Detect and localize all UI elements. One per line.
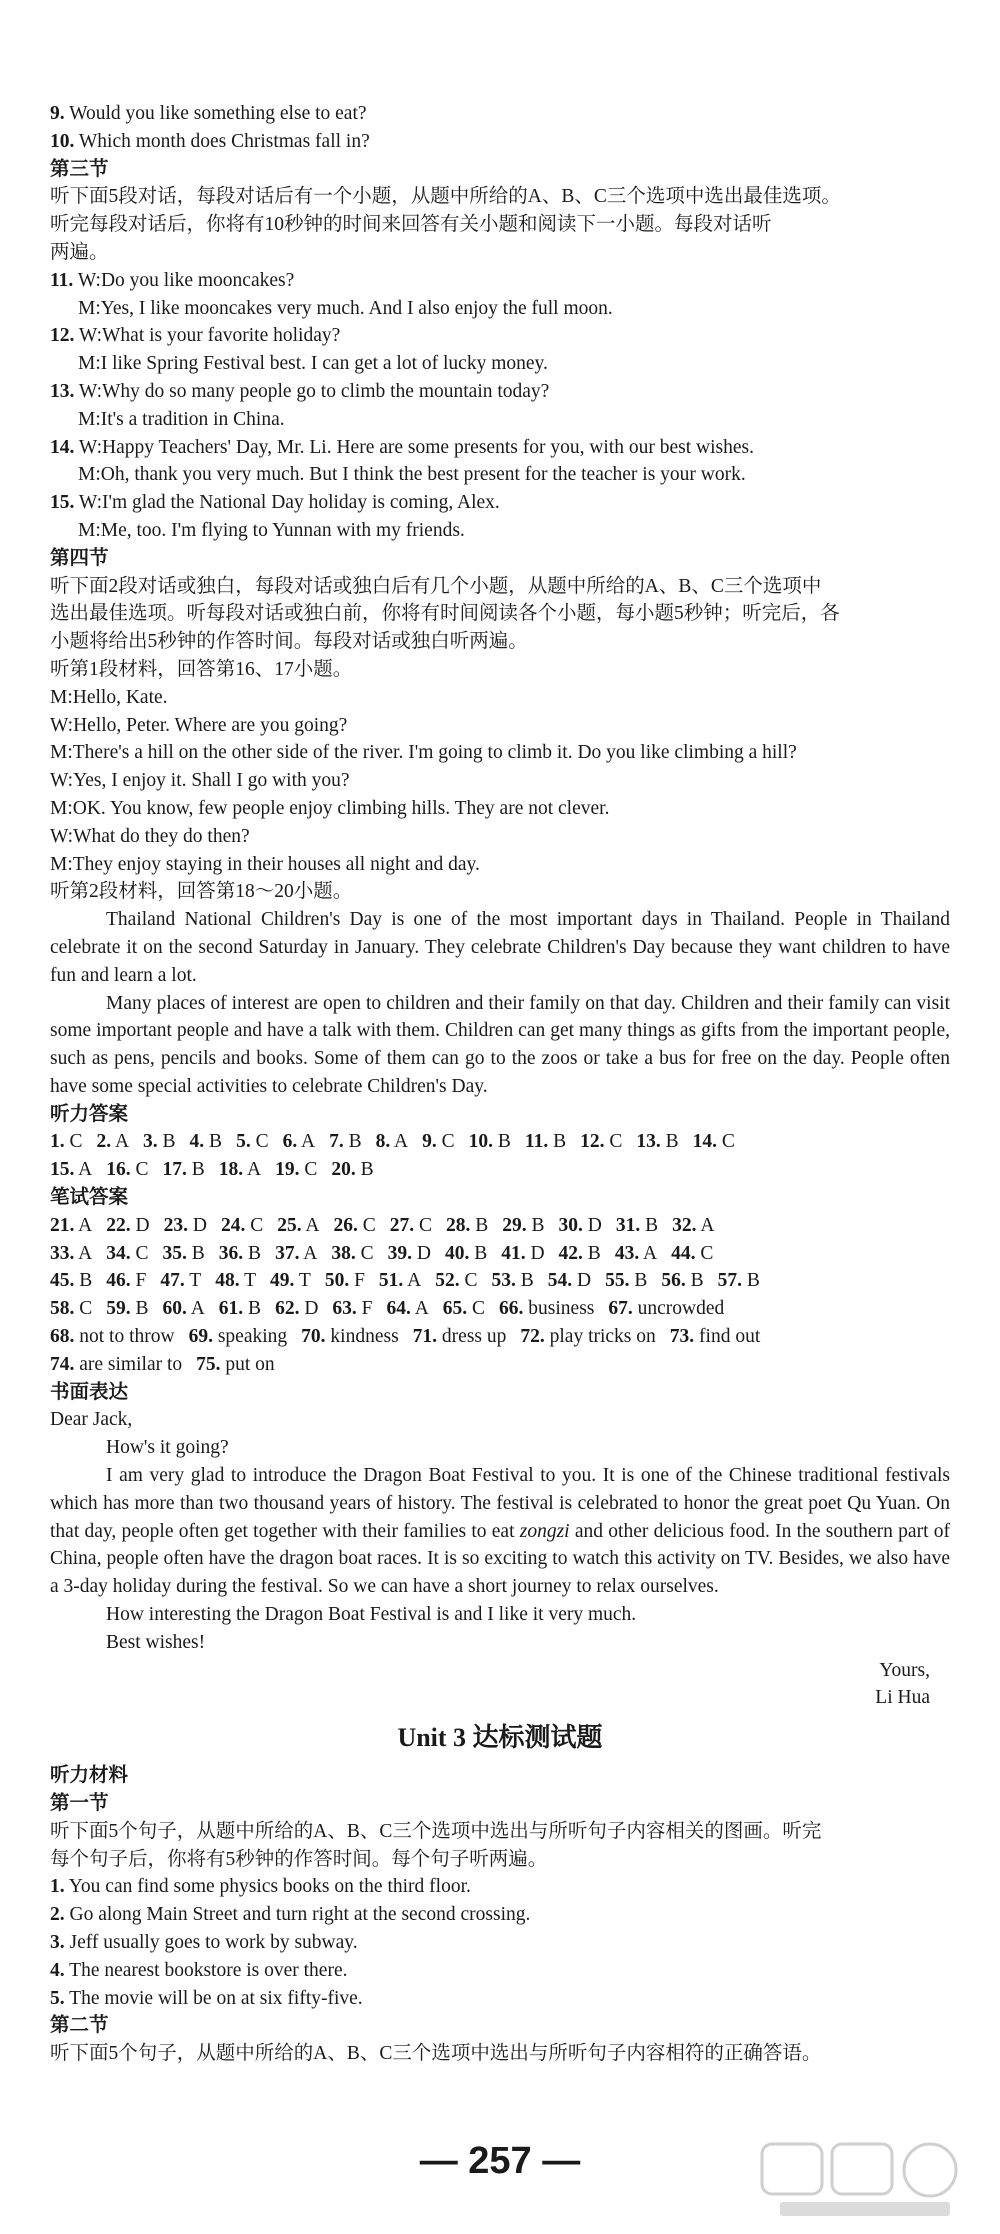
answer-number: 69. — [188, 1326, 213, 1348]
answer-value: A — [299, 1242, 318, 1264]
answer-row — [50, 1351, 950, 1379]
answer-value: B — [243, 1242, 262, 1264]
answer-item — [275, 1159, 317, 1180]
answer-value: C — [299, 1159, 318, 1181]
question-line: 5. The movie will be on at six fifty-five. — [50, 1987, 363, 2009]
passage-paragraph: Many places of interest are open to children and their family on that day. Children and their family can visit some important people and have a talk with them. Children can get many things as gifts from the important people, such as pens, pencils and books. Some of them can go to the zoos or take a bus for free on the day. People often have some special activities to celebrate Children's Day. — [50, 992, 950, 1097]
answer-value: C — [74, 1298, 93, 1320]
answer-number: 40. — [444, 1242, 470, 1264]
answer-number: 16. — [106, 1159, 131, 1181]
answer-item — [189, 1326, 288, 1347]
answer-number: 13. — [636, 1131, 661, 1153]
answer-number: 32. — [672, 1214, 697, 1236]
answer-value: T — [239, 1270, 256, 1292]
answer-value: A — [243, 1159, 262, 1181]
answer-value: T — [184, 1270, 202, 1292]
answer-value: F — [356, 1298, 373, 1320]
answer-number: 23. — [163, 1214, 188, 1236]
question-line: 2. Go along Main Street and turn right at the second crossing. — [50, 1904, 531, 1926]
answer-value: C — [695, 1242, 714, 1264]
answer-number: 62. — [275, 1298, 300, 1320]
answer-value: C — [357, 1214, 376, 1236]
answer-item — [469, 1131, 511, 1152]
answer-item — [50, 1298, 92, 1319]
answer-value: B — [243, 1298, 262, 1320]
answer-item — [270, 1270, 311, 1291]
instruction: 两遍。 — [50, 241, 109, 263]
answer-value: D — [582, 1214, 602, 1236]
answer-number: 11. — [524, 1131, 549, 1153]
answer-item — [277, 1215, 319, 1236]
answer-item — [219, 1159, 261, 1180]
answer-number: 42. — [558, 1242, 583, 1264]
answer-item — [236, 1131, 269, 1152]
answer-item — [445, 1243, 487, 1264]
answer-value: A — [403, 1270, 422, 1292]
answer-number: 36. — [218, 1242, 244, 1264]
unit-title: Unit 3 达标测试题 — [397, 1723, 603, 1753]
answer-item — [616, 1215, 658, 1236]
answer-number: 20. — [331, 1159, 356, 1181]
answer-value: A — [111, 1131, 130, 1153]
answer-number: 63. — [332, 1298, 357, 1320]
answer-number: 8. — [375, 1131, 391, 1153]
answer-item — [219, 1298, 261, 1319]
answer-number: 7. — [329, 1131, 344, 1153]
answer-item — [443, 1298, 485, 1319]
answer-item — [605, 1270, 647, 1291]
answer-value: speaking — [212, 1326, 288, 1348]
answer-value: D — [525, 1242, 545, 1264]
answer-number: 54. — [547, 1270, 573, 1292]
answer-value: A — [301, 1214, 320, 1236]
answer-value: are similar to — [74, 1353, 183, 1375]
answer-number: 2. — [96, 1131, 112, 1153]
answer-number: 75. — [196, 1353, 221, 1375]
answer-number: 43. — [614, 1242, 640, 1264]
instruction: 小题将给出5秒钟的作答时间。每段对话或独白听两遍。 — [50, 631, 528, 653]
answer-value: B — [629, 1270, 648, 1292]
answer-value: F — [130, 1270, 147, 1292]
answer-number: 46. — [106, 1270, 131, 1292]
answer-number: 68. — [50, 1326, 75, 1348]
answer-item — [387, 1298, 429, 1319]
answer-number: 34. — [106, 1242, 131, 1264]
instruction: 每个句子后，你将有5秒钟的作答时间。每个句子听两遍。 — [50, 1848, 548, 1870]
answer-value: C — [64, 1131, 83, 1153]
answer-number: 51. — [378, 1270, 404, 1292]
answer-value: business — [523, 1298, 595, 1320]
answer-value: B — [186, 1242, 205, 1264]
answer-number: 71. — [412, 1326, 438, 1348]
answer-number: 66. — [499, 1298, 524, 1320]
question-line: 1. You can find some physics books on the third floor. — [50, 1876, 471, 1898]
answer-item — [333, 1215, 375, 1236]
letter-greeting: Dear Jack, — [50, 1409, 133, 1431]
question-line: 9. Would you like something else to eat? — [50, 103, 367, 124]
answer-number: 30. — [558, 1214, 583, 1236]
letter-wishes: Best wishes! — [106, 1631, 206, 1653]
answer-item — [106, 1298, 148, 1319]
answer-item — [435, 1270, 477, 1291]
answer-value: uncrowded — [632, 1298, 725, 1320]
instruction: 听下面2段对话或独白，每段对话或独白后有几个小题，从题中所给的A、B、C三个选项中 — [50, 575, 822, 597]
dialog-line: W:Yes, I enjoy it. Shall I go with you? — [50, 770, 350, 792]
answer-value: C — [130, 1242, 149, 1264]
answer-item — [390, 1215, 432, 1236]
question-line: 10. Which month does Christmas fall in? — [50, 130, 370, 152]
answer-number: 14. — [692, 1131, 718, 1153]
dialog-14: 14. W:Happy Teachers' Day, Mr. Li. Here are some presents for you, with our best wishes. M:Oh, thank you very much. But I think the best present for the teacher is your work. — [50, 436, 754, 486]
answer-value: B — [515, 1270, 534, 1292]
answer-number: 53. — [491, 1270, 516, 1292]
answer-item — [548, 1270, 591, 1291]
answer-number: 35. — [162, 1242, 187, 1264]
answer-number: 70. — [301, 1326, 326, 1348]
answer-item — [163, 1243, 205, 1264]
answer-value: A — [696, 1214, 715, 1236]
answer-number: 37. — [275, 1242, 300, 1264]
answer-number: 19. — [275, 1159, 300, 1181]
answer-item — [499, 1298, 594, 1319]
answer-value: A — [410, 1298, 429, 1320]
answer-item — [97, 1131, 130, 1152]
answer-item — [559, 1243, 601, 1264]
dialog-line: M:There's a hill on the other side of the river. I'm going to climb it. Do you like climbing a hill? — [50, 742, 797, 764]
dialog-11: 11. W:Do you like mooncakes? M:Yes, I like mooncakes very much. And I also enjoy the full moon. — [50, 269, 613, 319]
answer-number: 18. — [218, 1159, 244, 1181]
answer-number: 72. — [520, 1326, 545, 1348]
answer-number: 26. — [333, 1214, 358, 1236]
writing-heading: 书面表达 — [50, 1381, 129, 1403]
answer-number: 48. — [215, 1270, 240, 1292]
answer-value: C — [414, 1214, 433, 1236]
answer-value: B — [526, 1214, 545, 1236]
answer-number: 24. — [220, 1214, 246, 1236]
answer-item — [50, 1131, 83, 1152]
answer-number: 61. — [218, 1298, 244, 1320]
question-line: 4. The nearest bookstore is over there. — [50, 1959, 348, 1981]
answer-row — [50, 1128, 950, 1156]
answer-number: 73. — [669, 1326, 695, 1348]
answer-value: D — [187, 1214, 207, 1236]
answer-item — [106, 1159, 148, 1180]
answer-item — [329, 1131, 362, 1152]
answer-item — [50, 1159, 92, 1180]
answer-item — [163, 1159, 205, 1180]
answer-number: 74. — [50, 1353, 75, 1375]
answer-number: 4. — [189, 1131, 205, 1153]
answer-row — [50, 1295, 950, 1323]
answer-value: A — [186, 1298, 205, 1320]
answer-item — [670, 1326, 760, 1347]
passage-paragraph: Thailand National Children's Day is one of the most important days in Thailand. People in Thailand celebrate it on the second Saturday in January. They celebrate Children's Day because they want children to have fun and learn a lot. — [50, 909, 950, 986]
answer-item — [275, 1298, 318, 1319]
answer-value: A — [639, 1242, 658, 1264]
answer-number: 47. — [160, 1270, 185, 1292]
answer-item — [106, 1270, 146, 1291]
dialog-12: 12. W:What is your favorite holiday? M:I like Spring Festival best. I can get a lot of lucky money. — [50, 325, 548, 375]
dialog-15: 15. W:I'm glad the National Day holiday is coming, Alex. M:Me, too. I'm flying to Yunnan with my friends. — [50, 492, 500, 541]
dialog-line: M:They enjoy staying in their houses all night and day. — [50, 853, 480, 875]
answer-value: B — [204, 1131, 223, 1153]
answer-item — [275, 1243, 317, 1264]
instruction: 听下面5个句子，从题中所给的A、B、C三个选项中选出与所听句子内容相符的正确答语。 — [50, 2043, 822, 2065]
answer-number: 28. — [446, 1214, 471, 1236]
page-content — [50, 100, 950, 2068]
answer-number: 55. — [605, 1270, 630, 1292]
dialog-line: W:What do they do then? — [50, 825, 250, 847]
answer-value: D — [299, 1298, 319, 1320]
answer-number: 15. — [50, 1159, 75, 1181]
answer-value: B — [130, 1298, 149, 1320]
answer-number: 58. — [50, 1298, 75, 1320]
answer-number: 12. — [580, 1131, 605, 1153]
answer-item — [325, 1270, 365, 1291]
answer-item — [376, 1131, 409, 1152]
page-number: — 257 — — [419, 2140, 581, 2182]
answer-item — [502, 1215, 544, 1236]
answer-number: 29. — [502, 1214, 527, 1236]
answer-value: A — [297, 1131, 316, 1153]
answer-item — [693, 1131, 735, 1152]
section-heading: 第三节 — [50, 158, 109, 180]
answer-value: A — [390, 1131, 409, 1153]
answer-value: B — [186, 1159, 205, 1181]
answer-item — [671, 1243, 713, 1264]
section-heading: 第四节 — [50, 547, 109, 569]
answer-item — [446, 1215, 488, 1236]
instruction: 选出最佳选项。听每段对话或独白前，你将有时间阅读各个小题，每小题5秒钟；听完后，各 — [50, 603, 840, 625]
answer-value: D — [130, 1214, 150, 1236]
answer-item — [50, 1215, 92, 1236]
answer-item — [636, 1131, 678, 1152]
answer-item — [501, 1243, 544, 1264]
answer-value: C — [355, 1242, 374, 1264]
answer-number: 39. — [387, 1242, 412, 1264]
answers-heading: 听力答案 — [50, 1103, 129, 1125]
letter-sign-name: Li Hua — [875, 1687, 930, 1709]
answer-item — [301, 1326, 399, 1347]
answer-value: C — [250, 1131, 269, 1153]
material-title: 听第1段材料，回答第16、17小题。 — [50, 658, 353, 680]
answer-item — [615, 1243, 657, 1264]
answer-number: 17. — [162, 1159, 187, 1181]
answer-value: C — [459, 1270, 478, 1292]
section-heading: 听力材料 — [50, 1765, 129, 1787]
answer-value: C — [604, 1131, 623, 1153]
answer-number: 41. — [501, 1242, 526, 1264]
answer-item — [221, 1215, 263, 1236]
answer-row — [50, 1156, 950, 1184]
answer-number: 9. — [422, 1131, 437, 1153]
dialog-line: M:Hello, Kate. — [50, 686, 168, 708]
answer-item — [520, 1326, 655, 1347]
answer-value: find out — [694, 1326, 761, 1348]
dialog-line: W:Hello, Peter. Where are you going? — [50, 714, 348, 736]
watermark-logo-icon — [760, 2140, 970, 2220]
answer-item — [160, 1270, 201, 1291]
answer-item — [580, 1131, 622, 1152]
answer-value: kindness — [325, 1326, 399, 1348]
answer-value: B — [157, 1131, 176, 1153]
answer-item — [413, 1326, 507, 1347]
answer-value: D — [411, 1242, 431, 1264]
answer-row — [50, 1240, 950, 1268]
answer-number: 25. — [277, 1214, 302, 1236]
answer-item — [672, 1215, 714, 1236]
answer-item — [215, 1270, 256, 1291]
answer-number: 31. — [615, 1214, 641, 1236]
answer-item — [50, 1326, 175, 1347]
answer-item — [50, 1354, 182, 1375]
answer-value: B — [660, 1131, 679, 1153]
answer-value: B — [469, 1242, 488, 1264]
answer-item — [196, 1354, 275, 1375]
italic-word: zongzi — [519, 1520, 570, 1542]
answer-number: 49. — [270, 1270, 295, 1292]
answer-value: D — [572, 1270, 592, 1292]
answer-item — [388, 1243, 431, 1264]
answer-item — [219, 1243, 261, 1264]
answer-value: A — [74, 1159, 93, 1181]
answer-item — [525, 1131, 566, 1152]
section-heading: 第二节 — [50, 2015, 109, 2037]
answer-value: C — [467, 1298, 486, 1320]
answer-item — [164, 1215, 207, 1236]
answer-number: 38. — [331, 1242, 356, 1264]
answer-item — [332, 1298, 372, 1319]
answer-number: 6. — [282, 1131, 298, 1153]
answer-value: B — [685, 1270, 704, 1292]
answer-item — [331, 1243, 373, 1264]
answer-value: B — [741, 1270, 760, 1292]
dialog-line: M:OK. You know, few people enjoy climbing hills. They are not clever. — [50, 797, 610, 819]
answer-value: B — [74, 1270, 93, 1292]
answer-value: B — [355, 1159, 374, 1181]
answer-value: B — [582, 1242, 601, 1264]
instruction: 听下面5段对话，每段对话后有一个小题，从题中所给的A、B、C三个选项中选出最佳选项。 — [50, 186, 841, 208]
question-line: 3. Jeff usually goes to work by subway. — [50, 1932, 358, 1953]
answer-item — [143, 1131, 176, 1152]
answer-value: C — [717, 1131, 735, 1153]
answer-value: B — [548, 1131, 567, 1153]
answer-item — [718, 1270, 760, 1291]
answer-value: F — [349, 1270, 365, 1292]
answer-number: 50. — [324, 1270, 350, 1292]
answer-value: put on — [220, 1353, 275, 1375]
answer-value: C — [245, 1214, 264, 1236]
answer-item — [283, 1131, 316, 1152]
answer-number: 67. — [608, 1298, 633, 1320]
answers-heading: 笔试答案 — [50, 1187, 129, 1209]
answer-number: 52. — [435, 1270, 460, 1292]
answer-value: play tricks on — [544, 1326, 656, 1348]
answer-value: B — [493, 1131, 511, 1153]
answer-number: 27. — [389, 1214, 415, 1236]
answer-number: 44. — [671, 1242, 696, 1264]
answer-number: 5. — [236, 1131, 251, 1153]
answer-row — [50, 1267, 950, 1295]
answer-item — [422, 1131, 455, 1152]
answer-number: 3. — [143, 1131, 158, 1153]
answer-number: 22. — [106, 1214, 131, 1236]
answer-item — [50, 1243, 92, 1264]
answer-value: T — [294, 1270, 311, 1292]
instruction: 听完每段对话后，你将有10秒钟的时间来回答有关小题和阅读下一小题。每段对话听 — [50, 214, 772, 236]
answer-number: 1. — [50, 1131, 65, 1153]
letter-body: I am very glad to introduce the Dragon Boat Festival to you. It is one of the Chinese traditional festivals which has more than two thousand years of history. The festival is celebrated to honor the great poet Qu Yuan. On that day, people often get together with their families to eat zongzi and other delicious food. In the southern part of China, people often have the dragon boat races. It is so exciting to watch this activity on TV. Besides, we also have a 3-day holiday during the festival. So we can have a short journey to relax ourselves. — [50, 1465, 950, 1598]
answer-number: 57. — [717, 1270, 742, 1292]
material-title: 听第2段材料，回答第18～20小题。 — [50, 881, 353, 903]
answer-number: 56. — [661, 1270, 686, 1292]
answer-item — [106, 1243, 148, 1264]
answer-item — [491, 1270, 533, 1291]
dialog-13: 13. W:Why do so many people go to climb the mountain today? M:It's a tradition in China. — [50, 380, 550, 430]
answer-value: B — [343, 1131, 362, 1153]
answer-value: A — [74, 1242, 93, 1264]
answer-item — [331, 1159, 373, 1180]
answer-value: B — [470, 1214, 489, 1236]
answer-value: C — [436, 1131, 455, 1153]
answer-number: 59. — [106, 1298, 131, 1320]
answer-number: 10. — [468, 1131, 494, 1153]
answer-number: 65. — [442, 1298, 468, 1320]
letter-closing: How interesting the Dragon Boat Festival is and I like it very much. — [106, 1604, 637, 1626]
answer-value: C — [130, 1159, 149, 1181]
answer-item — [50, 1270, 92, 1291]
letter-opener: How's it going? — [106, 1437, 229, 1459]
answer-number: 33. — [50, 1242, 75, 1264]
answer-value: dress up — [437, 1326, 507, 1348]
answer-row — [50, 1212, 950, 1240]
section-heading: 第一节 — [50, 1793, 109, 1815]
answer-number: 21. — [50, 1214, 75, 1236]
answer-item — [661, 1270, 703, 1291]
answer-item — [559, 1215, 602, 1236]
answer-value: A — [74, 1214, 93, 1236]
answer-number: 60. — [162, 1298, 187, 1320]
answer-value: not to throw — [74, 1326, 175, 1348]
answer-row — [50, 1323, 950, 1351]
answer-number: 45. — [50, 1270, 75, 1292]
answer-value: B — [640, 1214, 659, 1236]
answer-item — [190, 1131, 223, 1152]
letter-sign-yours: Yours, — [879, 1659, 930, 1681]
answer-item — [163, 1298, 205, 1319]
answer-item — [379, 1270, 421, 1291]
answer-item — [106, 1215, 149, 1236]
answer-number: 64. — [386, 1298, 411, 1320]
instruction: 听下面5个句子，从题中所给的A、B、C三个选项中选出与所听句子内容相关的图画。听完 — [50, 1820, 822, 1842]
answer-item — [608, 1298, 724, 1319]
